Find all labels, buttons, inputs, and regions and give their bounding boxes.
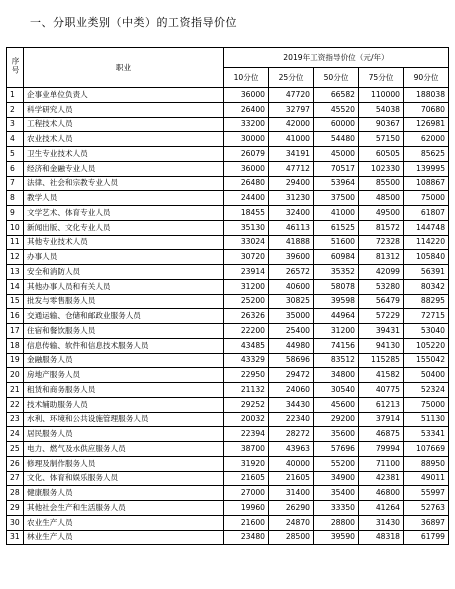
wage-value-p75: 54038 (359, 102, 404, 117)
wage-value-p75: 49500 (359, 206, 404, 221)
wage-value-p90: 126981 (404, 117, 449, 132)
wage-value-p10: 18455 (224, 206, 269, 221)
wage-value-p25: 26572 (269, 265, 314, 280)
profession-name: 健康服务人员 (24, 486, 224, 501)
row-number: 18 (7, 338, 24, 353)
wage-value-p50: 60984 (314, 250, 359, 265)
profession-name: 安全和消防人员 (24, 265, 224, 280)
wage-value-p10: 22200 (224, 324, 269, 339)
wage-value-p25: 31230 (269, 191, 314, 206)
profession-name: 水利、环境和公共设施管理服务人员 (24, 412, 224, 427)
wage-value-p10: 29252 (224, 397, 269, 412)
profession-name: 其他办事人员和有关人员 (24, 279, 224, 294)
row-number: 20 (7, 368, 24, 383)
wage-value-p25: 29400 (269, 176, 314, 191)
wage-value-p25: 32797 (269, 102, 314, 117)
wage-value-p10: 38700 (224, 442, 269, 457)
profession-name: 金融服务人员 (24, 353, 224, 368)
wage-value-p75: 37914 (359, 412, 404, 427)
profession-name: 房地产服务人员 (24, 368, 224, 383)
wage-value-p50: 45600 (314, 397, 359, 412)
profession-name: 居民服务人员 (24, 427, 224, 442)
wage-value-p50: 61525 (314, 220, 359, 235)
header-percentile: 90分位 (404, 68, 449, 88)
wage-value-p75: 60505 (359, 147, 404, 162)
table-row (7, 471, 449, 486)
table-row (7, 501, 449, 516)
wage-value-p75: 85500 (359, 176, 404, 191)
wage-value-p90: 108867 (404, 176, 449, 191)
wage-value-p50: 31200 (314, 324, 359, 339)
wage-value-p25: 47720 (269, 88, 314, 103)
wage-value-p75: 46875 (359, 427, 404, 442)
wage-value-p50: 29200 (314, 412, 359, 427)
table-row (7, 515, 449, 530)
table-row (7, 88, 449, 103)
wage-value-p25: 34191 (269, 147, 314, 162)
row-number: 25 (7, 442, 24, 457)
wage-value-p50: 53964 (314, 176, 359, 191)
table-row (7, 279, 449, 294)
table-row (7, 102, 449, 117)
wage-value-p25: 42000 (269, 117, 314, 132)
wage-value-p75: 42099 (359, 265, 404, 280)
wage-value-p90: 144748 (404, 220, 449, 235)
wage-value-p50: 34800 (314, 368, 359, 383)
wage-value-p25: 32400 (269, 206, 314, 221)
row-number: 29 (7, 501, 24, 516)
wage-value-p90: 114220 (404, 235, 449, 250)
profession-name: 批发与零售服务人员 (24, 294, 224, 309)
wage-value-p10: 43485 (224, 338, 269, 353)
wage-value-p75: 41264 (359, 501, 404, 516)
row-number: 22 (7, 397, 24, 412)
wage-value-p25: 35000 (269, 309, 314, 324)
wage-value-p50: 33350 (314, 501, 359, 516)
wage-value-p90: 56391 (404, 265, 449, 280)
table-row (7, 132, 449, 147)
row-number: 13 (7, 265, 24, 280)
row-number: 6 (7, 161, 24, 176)
wage-value-p10: 31920 (224, 456, 269, 471)
profession-name: 农业技术人员 (24, 132, 224, 147)
wage-value-p75: 81572 (359, 220, 404, 235)
wage-value-p75: 39431 (359, 324, 404, 339)
wage-value-p50: 58078 (314, 279, 359, 294)
wage-value-p75: 57229 (359, 309, 404, 324)
header-profession: 职业 (24, 48, 224, 88)
wage-value-p50: 60000 (314, 117, 359, 132)
wage-value-p10: 26480 (224, 176, 269, 191)
wage-value-p90: 85625 (404, 147, 449, 162)
table-row (7, 397, 449, 412)
table-row (7, 353, 449, 368)
row-number: 15 (7, 294, 24, 309)
wage-value-p90: 50400 (404, 368, 449, 383)
wage-value-p90: 36897 (404, 515, 449, 530)
wage-value-p50: 70517 (314, 161, 359, 176)
profession-name: 办事人员 (24, 250, 224, 265)
row-number: 9 (7, 206, 24, 221)
wage-value-p25: 21605 (269, 471, 314, 486)
table-row (7, 412, 449, 427)
wage-value-p10: 25200 (224, 294, 269, 309)
row-number: 28 (7, 486, 24, 501)
wage-value-p50: 54480 (314, 132, 359, 147)
wage-value-p10: 24400 (224, 191, 269, 206)
header-percentile: 75分位 (359, 68, 404, 88)
wage-value-p10: 31200 (224, 279, 269, 294)
table-row (7, 176, 449, 191)
wage-value-p75: 110000 (359, 88, 404, 103)
section-title: 一、分职业类别（中类）的工资指导价位 (30, 16, 237, 29)
profession-name: 科学研究人员 (24, 102, 224, 117)
wage-value-p25: 47712 (269, 161, 314, 176)
row-number: 1 (7, 88, 24, 103)
row-number: 4 (7, 132, 24, 147)
wage-value-p10: 27000 (224, 486, 269, 501)
wage-value-p25: 31400 (269, 486, 314, 501)
wage-value-p25: 26290 (269, 501, 314, 516)
wage-value-p25: 41888 (269, 235, 314, 250)
wage-value-p50: 34900 (314, 471, 359, 486)
wage-value-p25: 28272 (269, 427, 314, 442)
wage-value-p75: 56479 (359, 294, 404, 309)
row-number: 24 (7, 427, 24, 442)
table-row (7, 324, 449, 339)
wage-value-p90: 72715 (404, 309, 449, 324)
row-number: 14 (7, 279, 24, 294)
wage-value-p25: 22340 (269, 412, 314, 427)
wage-value-p75: 102330 (359, 161, 404, 176)
profession-name: 租赁和商务服务人员 (24, 383, 224, 398)
table-row (7, 309, 449, 324)
table-row (7, 486, 449, 501)
wage-value-p25: 43963 (269, 442, 314, 457)
row-number: 17 (7, 324, 24, 339)
wage-value-p10: 33200 (224, 117, 269, 132)
wage-value-p25: 24870 (269, 515, 314, 530)
header-seq: 序号 (7, 48, 24, 88)
header-percentile: 25分位 (269, 68, 314, 88)
wage-value-p50: 28800 (314, 515, 359, 530)
wage-value-p90: 75000 (404, 397, 449, 412)
table-row (7, 294, 449, 309)
wage-value-p90: 75000 (404, 191, 449, 206)
wage-value-p75: 48318 (359, 530, 404, 545)
wage-value-p25: 25400 (269, 324, 314, 339)
wage-value-p25: 41000 (269, 132, 314, 147)
profession-name: 信息传输、软件和信息技术服务人员 (24, 338, 224, 353)
wage-value-p50: 57696 (314, 442, 359, 457)
row-number: 7 (7, 176, 24, 191)
profession-name: 其他社会生产和生活服务人员 (24, 501, 224, 516)
row-number: 5 (7, 147, 24, 162)
table-row (7, 206, 449, 221)
row-number: 8 (7, 191, 24, 206)
row-number: 23 (7, 412, 24, 427)
wage-value-p90: 139995 (404, 161, 449, 176)
table-row (7, 147, 449, 162)
wage-value-p10: 43329 (224, 353, 269, 368)
wage-value-p75: 48500 (359, 191, 404, 206)
wage-value-p10: 36000 (224, 161, 269, 176)
row-number: 26 (7, 456, 24, 471)
wage-value-p50: 74156 (314, 338, 359, 353)
wage-value-p50: 39598 (314, 294, 359, 309)
profession-name: 教学人员 (24, 191, 224, 206)
wage-value-p50: 45520 (314, 102, 359, 117)
wage-value-p10: 20032 (224, 412, 269, 427)
wage-value-p10: 26400 (224, 102, 269, 117)
wage-value-p90: 80342 (404, 279, 449, 294)
row-number: 2 (7, 102, 24, 117)
row-number: 30 (7, 515, 24, 530)
wage-value-p75: 71100 (359, 456, 404, 471)
table-row (7, 235, 449, 250)
wage-value-p50: 30540 (314, 383, 359, 398)
row-number: 10 (7, 220, 24, 235)
wage-value-p90: 105220 (404, 338, 449, 353)
table-row (7, 250, 449, 265)
wage-value-p50: 35400 (314, 486, 359, 501)
wage-value-p10: 23914 (224, 265, 269, 280)
wage-value-p50: 66582 (314, 88, 359, 103)
wage-value-p50: 35352 (314, 265, 359, 280)
row-number: 11 (7, 235, 24, 250)
wage-value-p10: 36000 (224, 88, 269, 103)
wage-value-p90: 62000 (404, 132, 449, 147)
table-row (7, 427, 449, 442)
table-row (7, 530, 449, 545)
wage-value-p90: 155042 (404, 353, 449, 368)
wage-value-p50: 55200 (314, 456, 359, 471)
wage-value-p50: 39590 (314, 530, 359, 545)
table-row (7, 368, 449, 383)
profession-name: 技术辅助服务人员 (24, 397, 224, 412)
header-wage-group: 2019年工资指导价位（元/年） (224, 48, 449, 68)
profession-name: 工程技术人员 (24, 117, 224, 132)
wage-guidance-table (6, 47, 449, 545)
wage-value-p10: 26326 (224, 309, 269, 324)
wage-value-p50: 35600 (314, 427, 359, 442)
wage-value-p75: 115285 (359, 353, 404, 368)
wage-value-p90: 61799 (404, 530, 449, 545)
wage-value-p10: 35130 (224, 220, 269, 235)
wage-value-p75: 79994 (359, 442, 404, 457)
table-row (7, 442, 449, 457)
wage-value-p50: 51600 (314, 235, 359, 250)
wage-value-p90: 52324 (404, 383, 449, 398)
wage-value-p10: 30000 (224, 132, 269, 147)
wage-value-p10: 33024 (224, 235, 269, 250)
wage-value-p10: 23480 (224, 530, 269, 545)
header-percentile: 50分位 (314, 68, 359, 88)
wage-value-p25: 28500 (269, 530, 314, 545)
wage-value-p25: 58696 (269, 353, 314, 368)
table-row (7, 220, 449, 235)
wage-value-p25: 30825 (269, 294, 314, 309)
wage-value-p75: 90367 (359, 117, 404, 132)
wage-value-p75: 40775 (359, 383, 404, 398)
table-row (7, 265, 449, 280)
wage-value-p75: 46800 (359, 486, 404, 501)
wage-value-p10: 22394 (224, 427, 269, 442)
wage-value-p75: 31430 (359, 515, 404, 530)
profession-name: 文学艺术、体育专业人员 (24, 206, 224, 221)
wage-value-p90: 53040 (404, 324, 449, 339)
wage-value-p25: 24060 (269, 383, 314, 398)
table-row (7, 383, 449, 398)
wage-value-p90: 49011 (404, 471, 449, 486)
profession-name: 企事业单位负责人 (24, 88, 224, 103)
profession-name: 文化、体育和娱乐服务人员 (24, 471, 224, 486)
wage-value-p90: 88295 (404, 294, 449, 309)
wage-value-p10: 30720 (224, 250, 269, 265)
wage-value-p90: 52763 (404, 501, 449, 516)
table-row (7, 191, 449, 206)
wage-value-p25: 46113 (269, 220, 314, 235)
wage-value-p75: 72328 (359, 235, 404, 250)
profession-name: 新闻出版、文化专业人员 (24, 220, 224, 235)
wage-value-p90: 53341 (404, 427, 449, 442)
wage-value-p90: 55997 (404, 486, 449, 501)
wage-value-p90: 107669 (404, 442, 449, 457)
profession-name: 农业生产人员 (24, 515, 224, 530)
wage-value-p90: 61807 (404, 206, 449, 221)
profession-name: 修理及制作服务人员 (24, 456, 224, 471)
wage-value-p90: 188038 (404, 88, 449, 103)
row-number: 19 (7, 353, 24, 368)
table-row (7, 338, 449, 353)
wage-value-p75: 81312 (359, 250, 404, 265)
table-row (7, 117, 449, 132)
row-number: 12 (7, 250, 24, 265)
wage-value-p10: 21600 (224, 515, 269, 530)
wage-value-p50: 41000 (314, 206, 359, 221)
wage-value-p10: 26079 (224, 147, 269, 162)
row-number: 31 (7, 530, 24, 545)
profession-name: 交通运输、仓储和邮政业服务人员 (24, 309, 224, 324)
profession-name: 经济和金融专业人员 (24, 161, 224, 176)
wage-value-p50: 37500 (314, 191, 359, 206)
wage-value-p75: 57150 (359, 132, 404, 147)
row-number: 16 (7, 309, 24, 324)
profession-name: 卫生专业技术人员 (24, 147, 224, 162)
wage-value-p90: 88950 (404, 456, 449, 471)
row-number: 21 (7, 383, 24, 398)
profession-name: 电力、燃气及水供应服务人员 (24, 442, 224, 457)
wage-value-p50: 44964 (314, 309, 359, 324)
header-percentile: 10分位 (224, 68, 269, 88)
wage-value-p50: 45000 (314, 147, 359, 162)
wage-value-p75: 94130 (359, 338, 404, 353)
wage-value-p75: 61213 (359, 397, 404, 412)
wage-value-p75: 42381 (359, 471, 404, 486)
wage-value-p90: 51130 (404, 412, 449, 427)
table-row (7, 456, 449, 471)
profession-name: 法律、社会和宗教专业人员 (24, 176, 224, 191)
wage-value-p25: 40000 (269, 456, 314, 471)
wage-value-p25: 39600 (269, 250, 314, 265)
table-row (7, 161, 449, 176)
wage-value-p25: 44980 (269, 338, 314, 353)
wage-value-p75: 41582 (359, 368, 404, 383)
profession-name: 林业生产人员 (24, 530, 224, 545)
row-number: 27 (7, 471, 24, 486)
wage-value-p10: 21132 (224, 383, 269, 398)
wage-value-p25: 29472 (269, 368, 314, 383)
wage-value-p25: 40600 (269, 279, 314, 294)
wage-value-p50: 83512 (314, 353, 359, 368)
table-body (7, 88, 449, 545)
wage-value-p75: 53280 (359, 279, 404, 294)
wage-value-p90: 70680 (404, 102, 449, 117)
wage-value-p10: 22950 (224, 368, 269, 383)
wage-value-p10: 19960 (224, 501, 269, 516)
profession-name: 住宿和餐饮服务人员 (24, 324, 224, 339)
profession-name: 其他专业技术人员 (24, 235, 224, 250)
wage-value-p90: 105840 (404, 250, 449, 265)
wage-value-p10: 21605 (224, 471, 269, 486)
wage-value-p25: 34430 (269, 397, 314, 412)
row-number: 3 (7, 117, 24, 132)
